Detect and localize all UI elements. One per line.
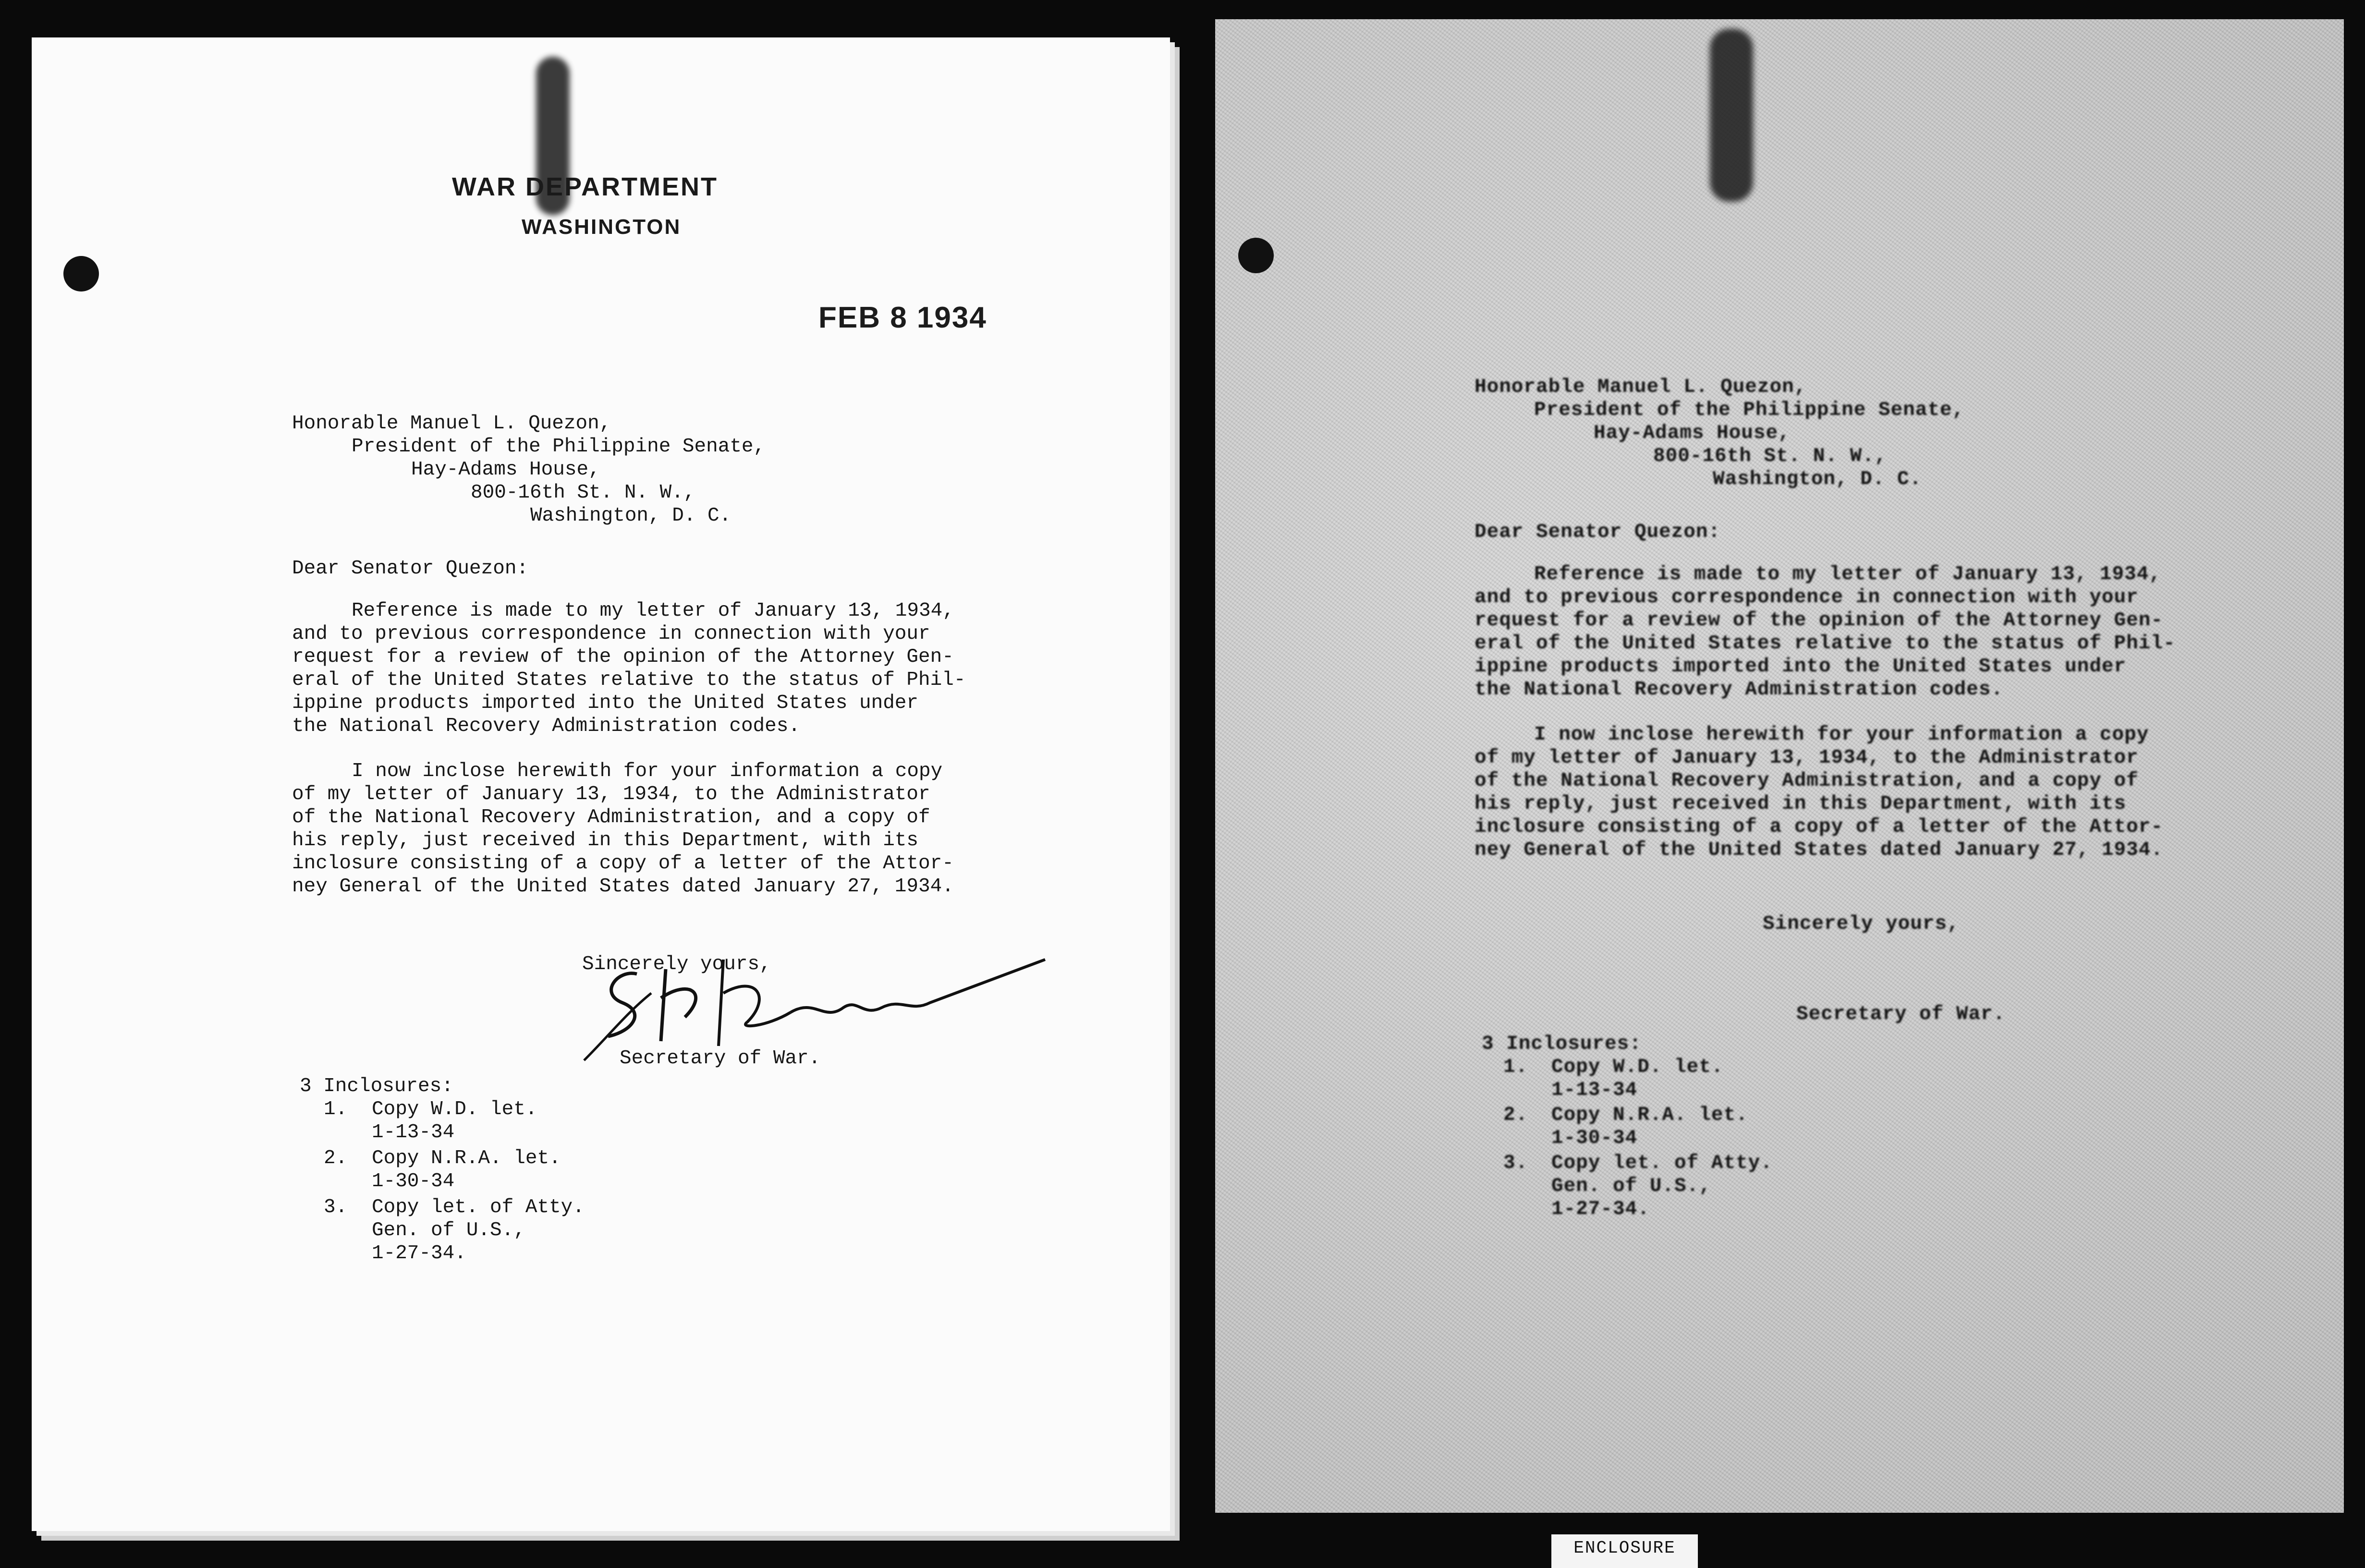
body-line: and to previous correspondence in connection with your [1475,586,2139,608]
inclosure-number: 2. [324,1147,348,1169]
address-line: Washington, D. C. [530,505,731,527]
body-line: Reference is made to my letter of January 13, 1934, [352,600,954,622]
body-line: inclosure consisting of a copy of a letter of the Attor- [1475,816,2163,838]
body-line: of my letter of January 13, 1934, to the Administrator [1475,747,2139,769]
letterhead-title: WAR DEPARTMENT [452,172,718,201]
inclosure-line: Copy let. of Atty. [1551,1152,1773,1174]
address-line: 800-16th St. N. W., [471,482,695,504]
salutation: Dear Senator Quezon: [292,558,529,580]
address-line: Hay-Adams House, [411,459,600,481]
body-line: of the National Recovery Administration, and a copy of [292,806,930,828]
inclosures-heading: 3 Inclosures: [1482,1033,1642,1055]
date-stamp: FEB 8 1934 [818,301,987,334]
inclosure-line: 1-13-34 [1551,1079,1638,1101]
body-line: Reference is made to my letter of January 13, 1934, [1534,563,2161,585]
inclosure-number: 1. [1503,1056,1528,1078]
body-line: eral of the United States relative to the status of Phil- [1475,632,2176,655]
address-line: 800-16th St. N. W., [1653,445,1887,467]
carbon-copy-page [1215,19,2344,1513]
body-line: of my letter of January 13, 1934, to the Administrator [292,783,930,805]
body-line: and to previous correspondence in connection with your [292,623,930,645]
body-line: of the National Recovery Administration, and a copy of [1475,770,2139,792]
body-line: I now inclose herewith for your information a copy [1534,724,2149,746]
inclosure-line: Copy W.D. let. [372,1098,537,1120]
inclosure-number: 2. [1503,1104,1528,1126]
inclosure-line: Gen. of U.S., [1551,1175,1711,1197]
inclosure-line: Copy N.R.A. let. [372,1147,561,1169]
paper-clip-stain [1710,29,1753,202]
inclosure-line: Copy W.D. let. [1551,1056,1724,1078]
inclosure-line: Copy let. of Atty. [372,1196,585,1218]
inclosure-line: 1-27-34. [1551,1198,1650,1220]
body-line: request for a review of the opinion of the Attorney Gen- [292,646,954,668]
handwritten-signature [565,940,1074,1065]
closing: Sincerely yours, [582,953,771,975]
inclosure-line: 1-30-34 [372,1170,455,1192]
signer-title: Secretary of War. [620,1047,821,1070]
salutation: Dear Senator Quezon: [1475,521,1721,543]
inclosures-heading: 3 Inclosures: [300,1075,453,1097]
punch-hole [1238,238,1274,273]
closing: Sincerely yours, [1763,913,1960,935]
body-line: the National Recovery Administration codes. [292,715,800,737]
letterhead-city: WASHINGTON [522,215,682,239]
body-line: his reply, just received in this Department, with its [1475,793,2127,815]
body-line: ney General of the United States dated January 27, 1934. [292,875,954,898]
body-line: ippine products imported into the United States under [292,692,919,714]
body-line: inclosure consisting of a copy of a letter of the Attor- [292,852,954,875]
body-line: ippine products imported into the United States under [1475,656,2127,678]
original-letter-page [32,37,1170,1531]
address-line: Honorable Manuel L. Quezon, [292,413,611,435]
inclosure-number: 3. [1503,1152,1528,1174]
body-line: I now inclose herewith for your information a copy [352,760,943,782]
inclosure-line: Gen. of U.S., [372,1219,525,1241]
body-line: his reply, just received in this Department, with its [292,829,919,851]
body-line: the National Recovery Administration codes. [1475,679,2003,701]
inclosure-line: 1-30-34 [1551,1127,1638,1149]
body-line: eral of the United States relative to the status of Phil- [292,669,966,691]
body-line: request for a review of the opinion of the Attorney Gen- [1475,609,2163,632]
inclosure-line: Copy N.R.A. let. [1551,1104,1748,1126]
address-line: President of the Philippine Senate, [1534,399,1965,421]
signer-title: Secretary of War. [1796,1003,2006,1025]
inclosure-line: 1-27-34. [372,1242,466,1264]
enclosure-tag: ENCLOSURE [1551,1534,1698,1568]
body-line: ney General of the United States dated January 27, 1934. [1475,839,2163,861]
punch-hole [63,256,99,292]
address-line: Washington, D. C. [1713,468,1922,490]
inclosure-number: 3. [324,1196,348,1218]
inclosure-number: 1. [324,1098,348,1120]
inclosure-line: 1-13-34 [372,1121,455,1143]
address-line: President of the Philippine Senate, [352,436,766,458]
address-line: Hay-Adams House, [1594,422,1791,444]
address-line: Honorable Manuel L. Quezon, [1475,376,1807,398]
